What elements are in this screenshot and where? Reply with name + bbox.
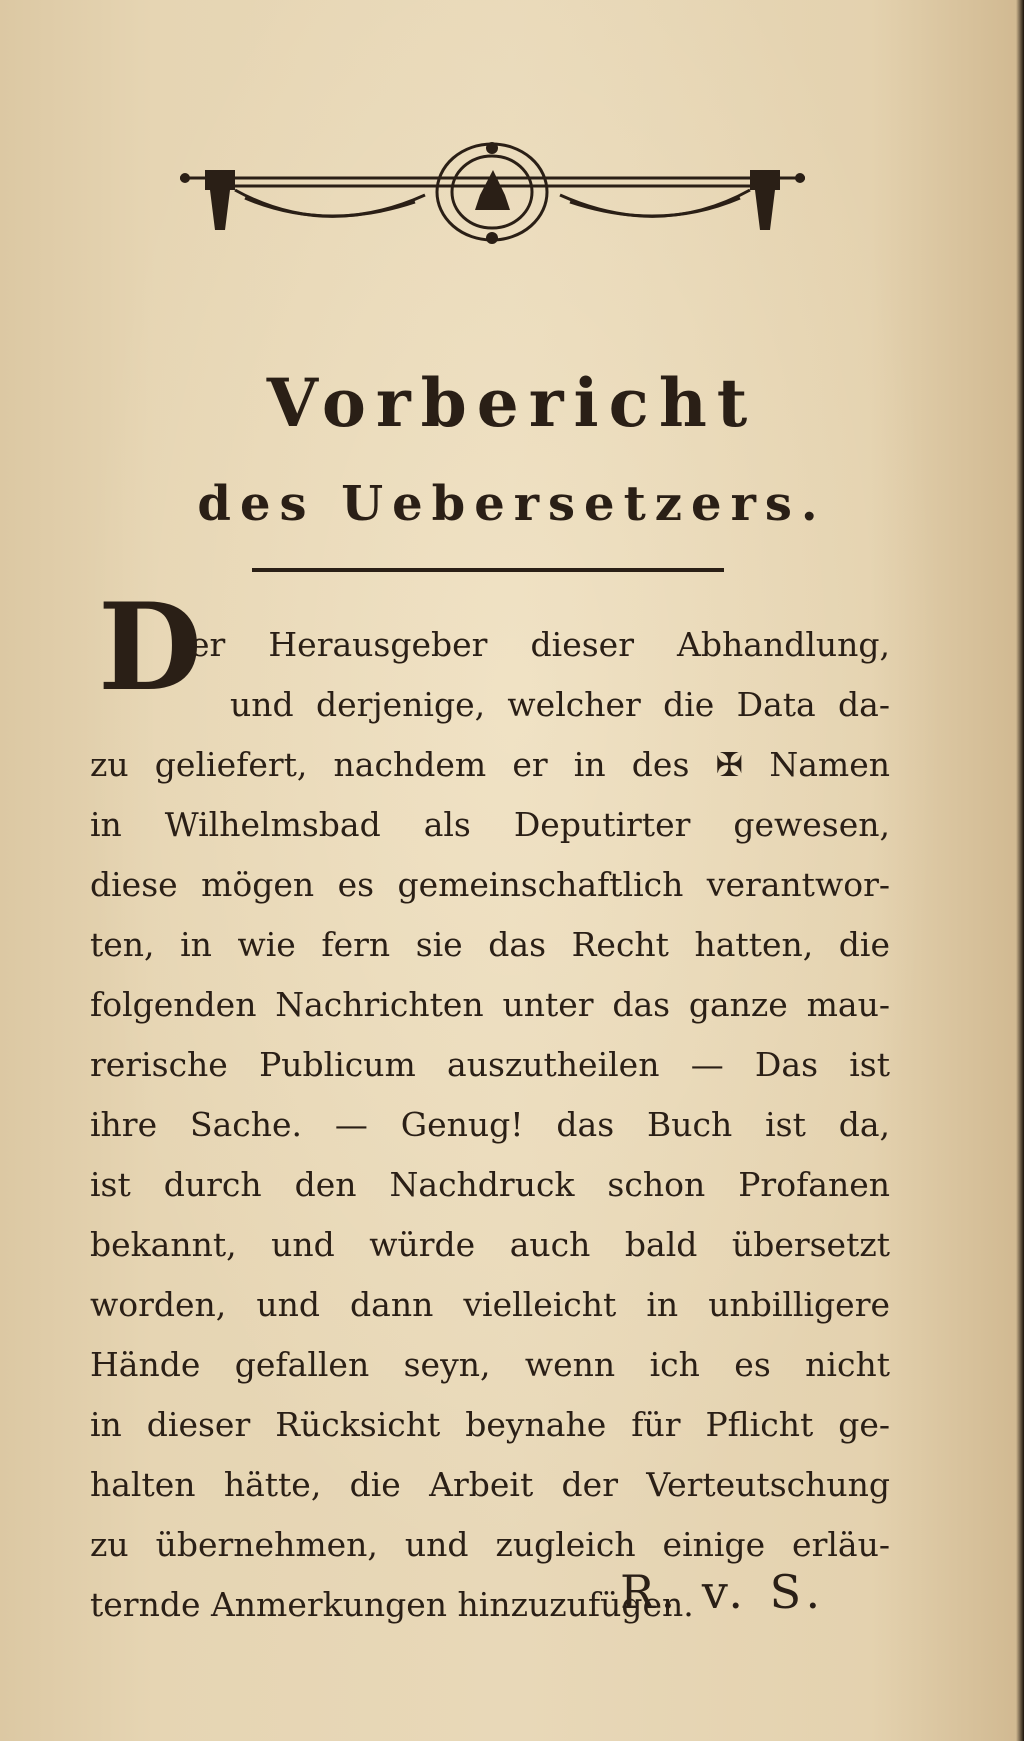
- title-divider: [252, 568, 724, 572]
- text-line: er Herausgeber dieser Abhandlung,: [190, 625, 890, 664]
- text-line: und derjenige, welcher die Data da-: [230, 685, 890, 724]
- text-line: ternde Anmerkungen hinzuzufügen.: [90, 1585, 694, 1624]
- text-line: ten, in wie fern sie das Recht hatten, die: [90, 925, 890, 964]
- drop-cap: D: [98, 577, 203, 718]
- page-title: Vorbericht: [266, 364, 758, 442]
- text-line: halten hätte, die Arbeit der Verteutschung: [90, 1465, 890, 1504]
- decorative-ornament-icon: [175, 140, 810, 260]
- text-line: zu geliefert, nachdem er in des ✠ Namen: [90, 745, 890, 784]
- text-line: ihre Sache. — Genug! das Buch ist da,: [90, 1105, 890, 1144]
- text-line: rerische Publicum auszutheilen — Das ist: [90, 1045, 890, 1084]
- text-line: zu übernehmen, und zugleich einige erläu-: [90, 1525, 890, 1564]
- text-line: in dieser Rücksicht beynahe für Pflicht ge-: [90, 1405, 890, 1444]
- page-subtitle: des Uebersetzers.: [197, 476, 827, 532]
- text-line: ist durch den Nachdruck schon Profanen: [90, 1165, 890, 1204]
- text-line: bekannt, und würde auch bald übersetzt: [90, 1225, 890, 1264]
- text-line: Hände gefallen seyn, wenn ich es nicht: [90, 1345, 890, 1384]
- text-line: in Wilhelmsbad als Deputirter gewesen,: [90, 805, 890, 844]
- body-paragraph: [90, 615, 890, 1635]
- signature: R. v. S.: [620, 1565, 827, 1619]
- page-edge-shadow: [1016, 0, 1024, 1741]
- text-line: worden, und dann vielleicht in unbilligere: [90, 1285, 890, 1324]
- text-line: folgenden Nachrichten unter das ganze mau-: [90, 985, 890, 1024]
- text-line: diese mögen es gemeinschaftlich verantwor-: [90, 865, 890, 904]
